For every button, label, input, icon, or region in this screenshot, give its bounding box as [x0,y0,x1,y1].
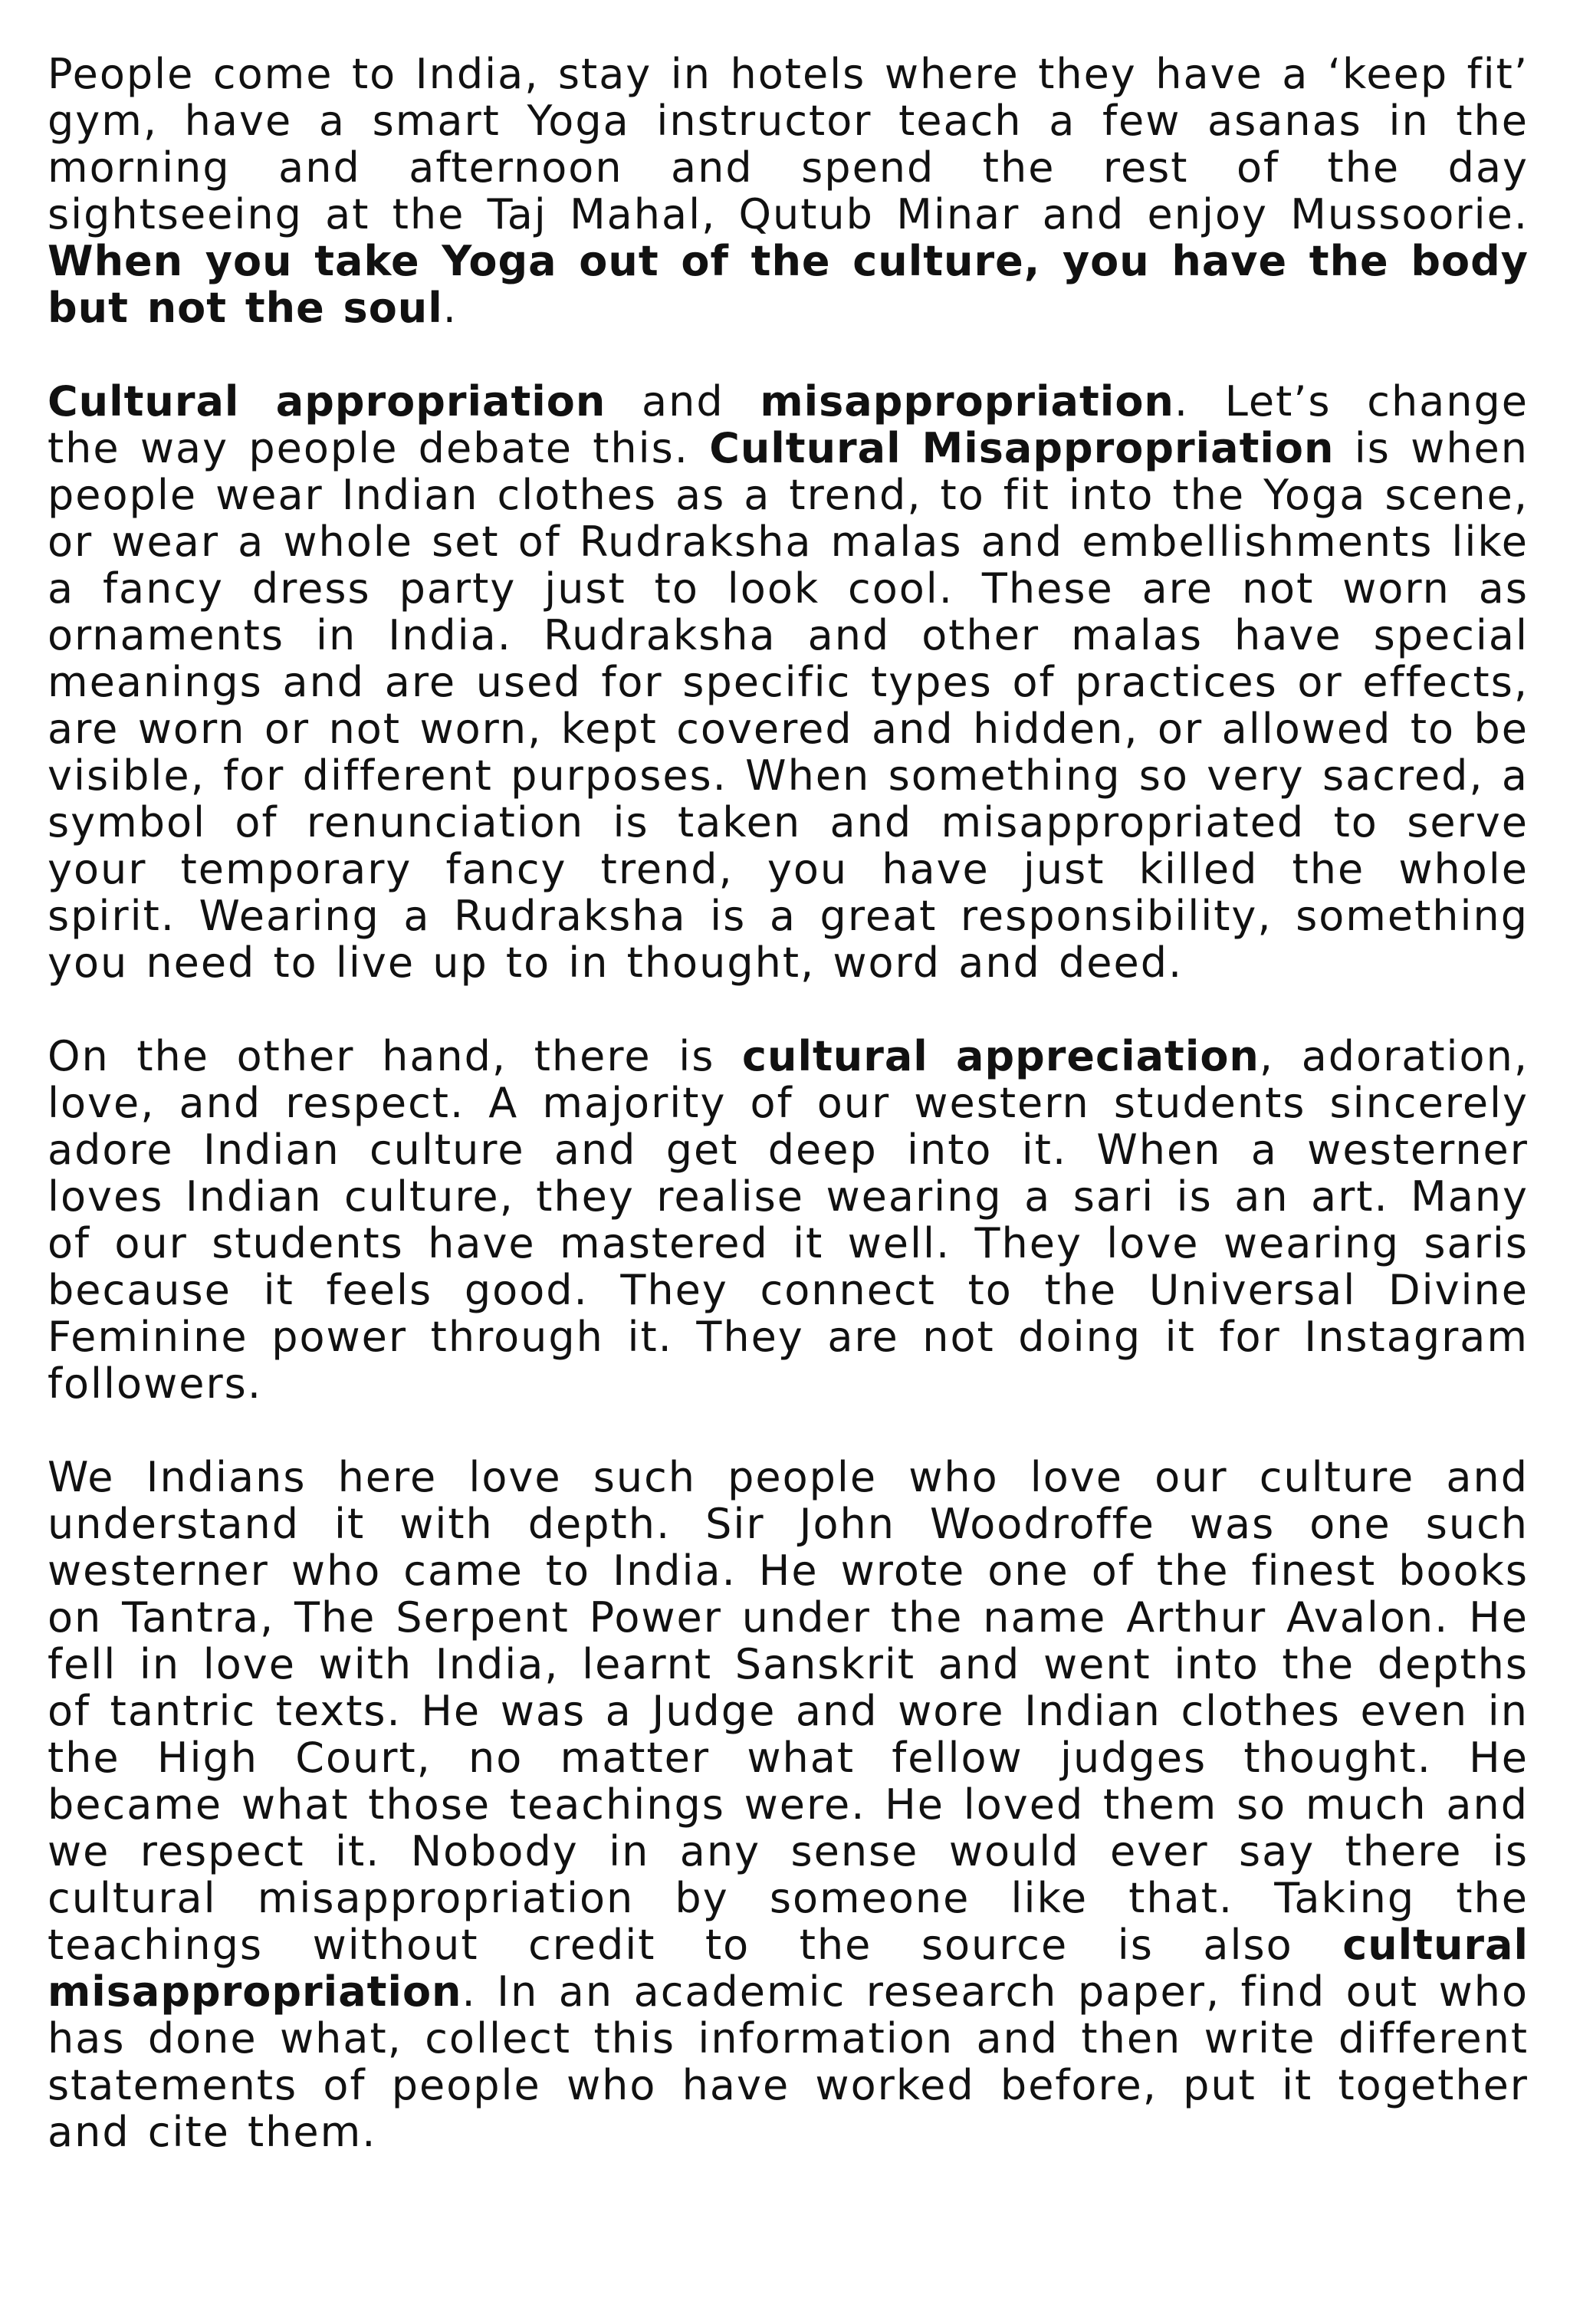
paragraph-cultural-appreciation [48,1033,1529,1407]
text-run: . In an academic research paper, find out who has done what, collect this information and then write different statements of people who have worked before, put it together and cite them. [48,1967,1529,2156]
bold-run: When you take Yoga out of the culture, you have the body but not the soul [48,237,1529,332]
paragraph-john-woodroffe [48,1454,1529,2155]
bold-run: cultural appreciation [741,1032,1260,1080]
bold-run: cultural misappropriation [48,1921,1529,2016]
text-run: . Let’s change the way people debate this. [48,377,1529,472]
text-run: On the other hand, there is [48,1032,742,1080]
text-run: We Indians here love such people who love our culture and understand it with depth. Sir John Woodroffe was one such westerner who came to India. He wrote one of the finest books on Tantra, The Serpent Power under the name Arthur Avalon. He fell in love with India, learnt Sanskrit and went into the depths of tantric texts. He was a Judge and wore Indian clothes even in the High Court, no matter what fellow judges thought. He became what those teachings were. He loved them so much and we respect it. Nobody in any sense would ever say there is cultural misappropriation by someone like that. Taking the teachings without credit to the source is also [48,1453,1529,1969]
bold-run: Cultural appropriation [48,377,606,426]
bold-run: Cultural Misappropriation [709,424,1335,472]
text-run: People come to India, stay in hotels where they have a ‘keep fit’ gym, have a smart Yoga instructor teach a few asanas in the morning and afternoon and spend the rest of the day sightseeing at the Taj Mahal, Qutub Minar and enjoy Mussoorie. [48,50,1529,238]
text-run: , adoration, love, and respect. A majority of our western students sincerely adore Indian culture and get deep into it. When a westerner loves Indian culture, they realise wearing a sari is an art. Many of our students have mastered it well. They love wearing saris because it feels good. They connect to the Universal Divine Feminine power through it. They are not doing it for Instagram followers. [48,1032,1529,1408]
document-page [48,51,1529,2155]
text-run: and [606,377,760,426]
bold-run: misappropriation [760,377,1174,426]
paragraph-cultural-misappropriation [48,378,1529,986]
paragraph-hotels-yoga [48,51,1529,331]
text-run: is when people wear Indian clothes as a trend, to fit into the Yoga scene, or wear a whole set of Rudraksha malas and embellishments like a fancy dress party just to look cool. These are not worn as ornaments in India. Rudraksha and other malas have special meanings and are used for specific types of practices or effects, are worn or not worn, kept covered and hidden, or allowed to be visible, for different purposes. When something so very sacred, a symbol of renunciation is taken and misappropriated to serve your temporary fancy trend, you have just killed the whole spirit. Wearing a Rudraksha is a great responsibility, something you need to live up to in thought, word and deed. [48,424,1529,987]
text-run: . [442,284,458,332]
